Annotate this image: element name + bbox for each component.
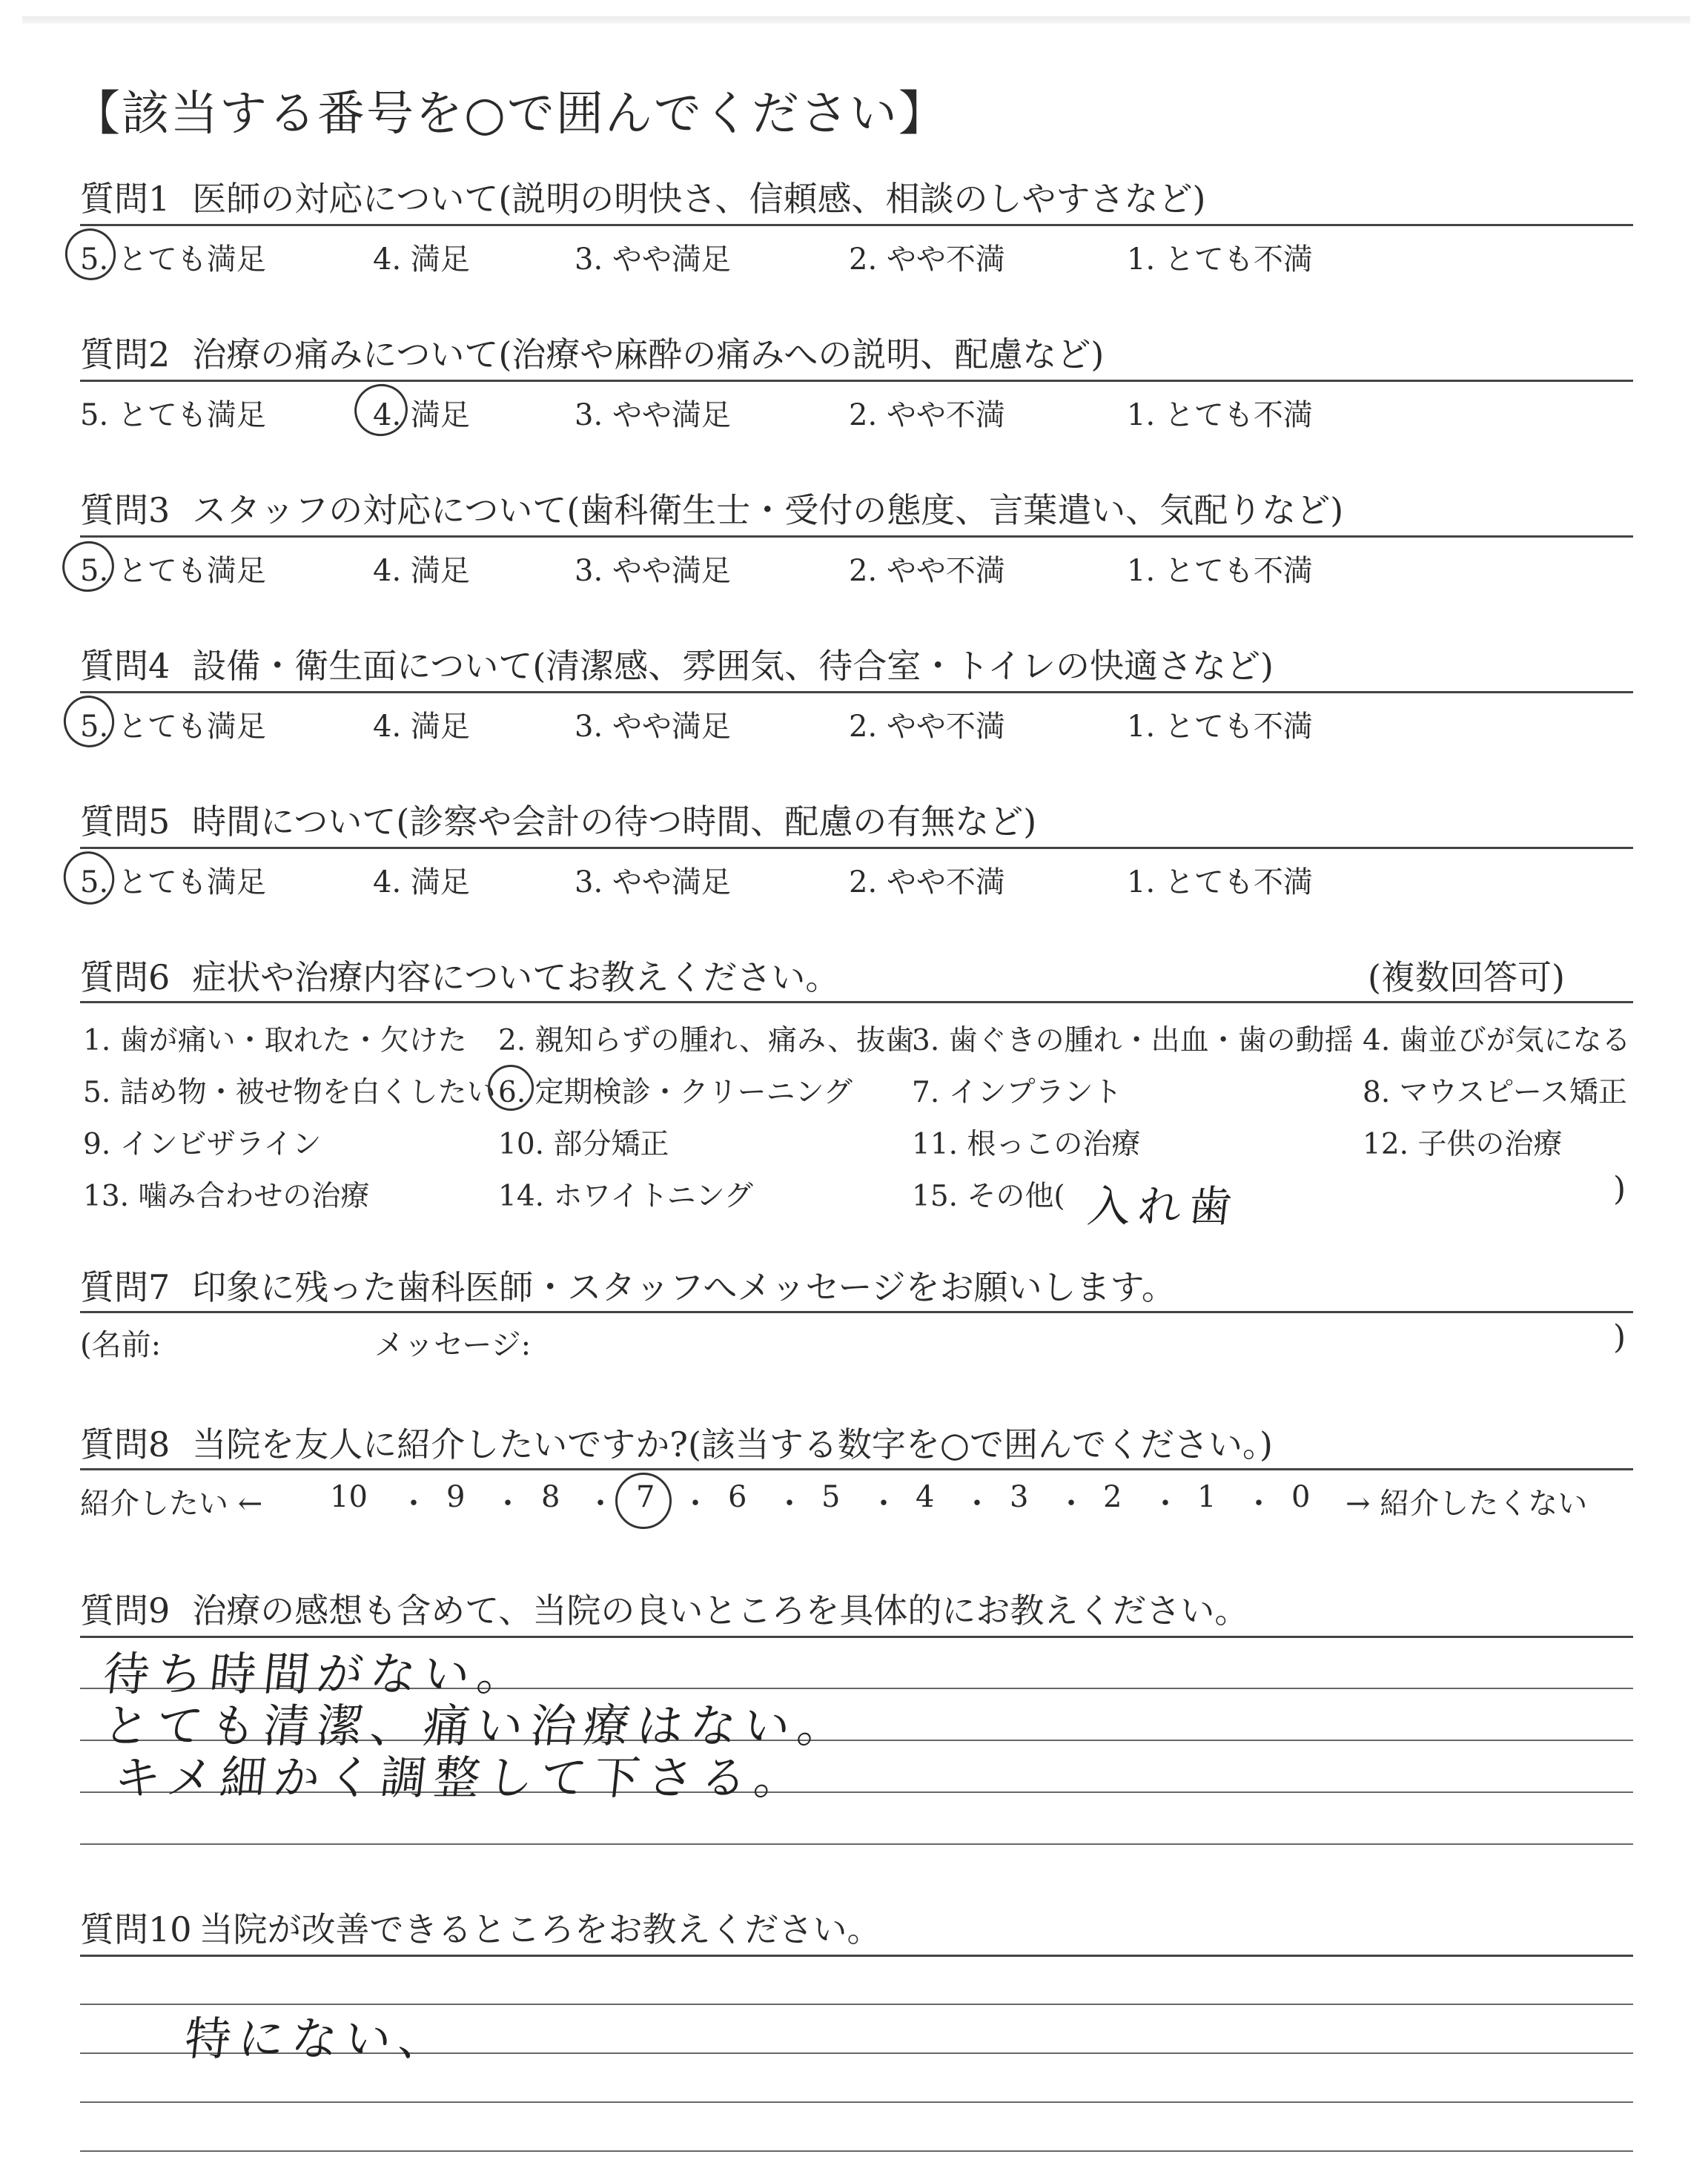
- q4-option-5[interactable]: 5. とても満足: [80, 710, 266, 744]
- q8-scale-1[interactable]: 1: [1197, 1480, 1217, 1514]
- q2-option-4[interactable]: 4. 満足: [373, 398, 470, 432]
- q1-option-2[interactable]: 2. やや不満: [849, 242, 1005, 277]
- question-7-rule: [80, 1311, 1633, 1313]
- q8-right-label: → 紹介したくない: [1345, 1487, 1588, 1521]
- q6-other-close-paren: ): [1613, 1170, 1626, 1208]
- question-3-text: スタッフの対応について(歯科衛生士・受付の態度、言葉遣い、気配りなど): [192, 490, 1344, 530]
- q8-scale-dot: ・: [399, 1487, 428, 1521]
- question-10-heading: [80, 1903, 881, 1952]
- question-7-heading: [80, 1261, 1176, 1309]
- question-6-heading: [80, 951, 839, 1000]
- page-title: 【該当する番号を○で囲んでください】: [73, 87, 947, 142]
- q2-option-2[interactable]: 2. やや不満: [849, 398, 1005, 432]
- question-8-rule: [80, 1468, 1633, 1470]
- q6-item-4[interactable]: 4. 歯並びが気になる: [1363, 1024, 1631, 1057]
- q6-item-9[interactable]: 9. インビザライン: [83, 1128, 322, 1161]
- q1-option-1[interactable]: 1. とても不満: [1127, 242, 1313, 277]
- question-6-note: (複数回答可): [1368, 957, 1565, 997]
- q2-option-3[interactable]: 3. やや満足: [575, 398, 731, 432]
- q8-scale-3[interactable]: 3: [1010, 1480, 1029, 1514]
- q8-scale-7[interactable]: 7: [636, 1480, 655, 1514]
- q6-item-11[interactable]: 11. 根っこの治療: [912, 1128, 1141, 1161]
- q5-option-4[interactable]: 4. 満足: [373, 865, 470, 899]
- question-4-rule: [80, 691, 1633, 693]
- q8-scale-2[interactable]: 2: [1103, 1480, 1122, 1514]
- q2-option-5[interactable]: 5. とても満足: [80, 398, 266, 432]
- question-4-heading: [80, 639, 1274, 688]
- q6-item-5[interactable]: 5. 詰め物・被せ物を白くしたい: [83, 1076, 496, 1109]
- question-4-text: 設備・衛生面について(清潔感、雰囲気、待合室・トイレの快適さなど): [192, 646, 1274, 686]
- question-1-heading: [80, 172, 1205, 221]
- question-1-rule: [80, 224, 1633, 226]
- q6-selection-circle: [488, 1065, 534, 1111]
- q3-option-2[interactable]: 2. やや不満: [849, 554, 1005, 588]
- q6-item-13[interactable]: 13. 噛み合わせの治療: [83, 1180, 370, 1213]
- q4-option-4[interactable]: 4. 満足: [373, 710, 470, 744]
- q5-option-2[interactable]: 2. やや不満: [849, 865, 1005, 899]
- q8-scale-9[interactable]: 9: [446, 1480, 466, 1514]
- q8-left-label: 紹介したい ←: [80, 1487, 263, 1521]
- q8-scale-dot: ・: [493, 1487, 523, 1521]
- question-6-text: 症状や治療内容についてお教えください。: [192, 957, 840, 997]
- q3-option-4[interactable]: 4. 満足: [373, 554, 470, 588]
- question-6-rule: [80, 1001, 1633, 1003]
- q8-scale-dot: ・: [869, 1487, 898, 1521]
- q4-option-3[interactable]: 3. やや満足: [575, 710, 731, 744]
- q3-option-1[interactable]: 1. とても不満: [1127, 554, 1313, 588]
- q8-scale-dot: ・: [775, 1487, 804, 1521]
- q8-scale-dot: ・: [1244, 1487, 1274, 1521]
- q7-name-label: (名前:: [80, 1328, 162, 1362]
- q7-close-paren: ): [1613, 1318, 1626, 1356]
- q6-item-15[interactable]: 15. その他(: [912, 1180, 1065, 1213]
- q8-selection-circle: [615, 1473, 672, 1529]
- question-4-number: 質問4: [80, 646, 171, 686]
- question-6-number: 質問6: [80, 957, 171, 997]
- question-5-text: 時間について(診察や会計の待つ時間、配慮の有無など): [192, 802, 1037, 842]
- q10-line-5: [80, 2150, 1633, 2152]
- q4-option-1[interactable]: 1. とても不満: [1127, 710, 1313, 744]
- question-2-number: 質問2: [80, 334, 171, 374]
- q3-option-3[interactable]: 3. やや満足: [575, 554, 731, 588]
- q6-item-7[interactable]: 7. インプラント: [912, 1076, 1122, 1109]
- question-2-text: 治療の痛みについて(治療や麻酔の痛みへの説明、配慮など): [192, 334, 1105, 374]
- q6-item-14[interactable]: 14. ホワイトニング: [498, 1180, 753, 1213]
- q6-item-12[interactable]: 12. 子供の治療: [1363, 1128, 1563, 1161]
- q6-item-1[interactable]: 1. 歯が痛い・取れた・欠けた: [83, 1024, 467, 1057]
- question-9-number: 質問9: [80, 1591, 171, 1631]
- q6-item-8[interactable]: 8. マウスピース矯正: [1363, 1076, 1627, 1109]
- q8-scale-dot: ・: [1151, 1487, 1180, 1521]
- question-5-rule: [80, 847, 1633, 849]
- question-8-text: 当院を友人に紹介したいですか?(該当する数字を○で囲んでください。): [192, 1424, 1273, 1464]
- q8-scale-dot: ・: [1056, 1487, 1086, 1521]
- question-7-number: 質問7: [80, 1267, 171, 1307]
- q1-option-5[interactable]: 5. とても満足: [80, 242, 266, 277]
- q5-option-1[interactable]: 1. とても不満: [1127, 865, 1313, 899]
- question-3-number: 質問3: [80, 490, 171, 530]
- question-5-number: 質問5: [80, 802, 171, 842]
- question-1-number: 質問1: [80, 179, 171, 219]
- q6-other-answer-handwriting[interactable]: 入れ歯: [1085, 1181, 1242, 1232]
- question-5-heading: [80, 795, 1036, 844]
- question-10-number: 質問10: [80, 1909, 192, 1949]
- question-9-text: 治療の感想も含めて、当院の良いところを具体的にお教えください。: [192, 1591, 1249, 1631]
- q9-answer-line-3[interactable]: キメ細かく調整して下さる。: [111, 1751, 811, 1805]
- q5-option-3[interactable]: 3. やや満足: [575, 865, 731, 899]
- question-3-rule: [80, 535, 1633, 538]
- q10-line-1: [80, 1955, 1633, 1957]
- q8-scale-6[interactable]: 6: [728, 1480, 747, 1514]
- scan-top-edge: [22, 16, 1690, 24]
- q6-item-6[interactable]: 6. 定期検診・クリーニング: [498, 1076, 853, 1109]
- q1-option-3[interactable]: 3. やや満足: [575, 242, 731, 277]
- q5-option-5[interactable]: 5. とても満足: [80, 865, 266, 899]
- question-3-heading: [80, 483, 1343, 532]
- q1-option-4[interactable]: 4. 満足: [373, 242, 470, 277]
- question-2-rule: [80, 380, 1633, 382]
- question-9-heading: [80, 1584, 1248, 1633]
- q8-scale-5[interactable]: 5: [821, 1480, 841, 1514]
- q2-option-1[interactable]: 1. とても不満: [1127, 398, 1313, 432]
- q10-answer-line-1[interactable]: 特にない、: [182, 2012, 455, 2066]
- question-7-text: 印象に残った歯科医師・スタッフへメッセージをお願いします。: [192, 1267, 1176, 1307]
- question-10-text: 当院が改善できるところをお教えください。: [199, 1909, 881, 1949]
- question-2-heading: [80, 328, 1104, 377]
- q8-scale-8[interactable]: 8: [541, 1480, 560, 1514]
- question-8-number: 質問8: [80, 1424, 171, 1464]
- q3-option-5[interactable]: 5. とても満足: [80, 554, 266, 588]
- q10-line-4: [80, 2101, 1633, 2103]
- q6-item-10[interactable]: 10. 部分矯正: [498, 1128, 669, 1161]
- q6-item-3[interactable]: 3. 歯ぐきの腫れ・出血・歯の動揺: [912, 1024, 1354, 1057]
- q6-item-2[interactable]: 2. 親知らずの腫れ、痛み、抜歯: [498, 1024, 915, 1057]
- q8-scale-dot: ・: [681, 1487, 710, 1521]
- q8-scale-0[interactable]: 0: [1291, 1480, 1311, 1514]
- q9-answer-line-1[interactable]: 待ち時間がない。: [100, 1647, 534, 1701]
- question-1-text: 医師の対応について(説明の明快さ、信頼感、相談のしやすさなど): [192, 179, 1206, 219]
- q8-scale-dot: ・: [586, 1487, 615, 1521]
- q4-option-2[interactable]: 2. やや不満: [849, 710, 1005, 744]
- q5-selection-circle: [56, 845, 122, 912]
- q9-line-5: [80, 1843, 1633, 1845]
- q8-scale-4[interactable]: 4: [916, 1480, 935, 1514]
- q8-scale-dot: ・: [962, 1487, 992, 1521]
- q9-answer-line-2[interactable]: とても清潔、痛い治療はない。: [100, 1699, 854, 1753]
- question-8-heading: [80, 1418, 1273, 1467]
- q8-scale-10[interactable]: 10: [330, 1480, 368, 1514]
- q7-message-label: メッセージ:: [374, 1328, 532, 1362]
